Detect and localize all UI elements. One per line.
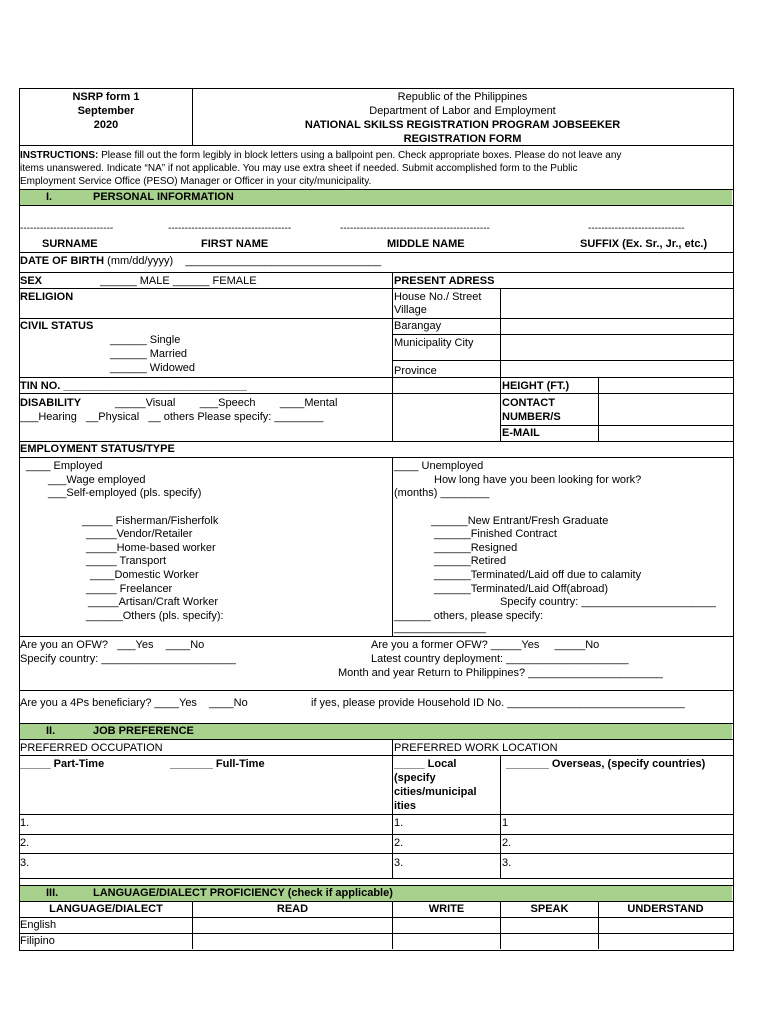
instructions-line2: items unanswered. Indicate “NA” if not applicable. You may use extra sheet if needed. Submit accomplished form to the Public: [20, 163, 578, 174]
language-english: English: [20, 919, 57, 931]
local-specify-2: cities/municipal: [394, 786, 477, 798]
transport-option[interactable]: _____ Transport: [86, 555, 167, 567]
col-language: LANGUAGE/DIALECT: [49, 903, 163, 915]
sex-field[interactable]: [20, 275, 42, 288]
full-time-option[interactable]: _______ Full-Time: [170, 758, 265, 770]
wage-employed-option[interactable]: ___Wage employed: [48, 474, 146, 486]
section2-title: JOB PREFERENCE: [93, 725, 194, 737]
former-ofw-question[interactable]: Are you a former OFW? _____Yes _____No: [371, 639, 600, 651]
resigned-option[interactable]: ______Resigned: [434, 542, 518, 554]
rule: [500, 425, 733, 426]
rule: [19, 878, 733, 879]
rule: [19, 636, 733, 637]
others-option[interactable]: ______Others (pls. specify):: [86, 610, 224, 622]
overseas-3[interactable]: 3.: [502, 857, 512, 869]
overseas-1[interactable]: 1: [502, 817, 509, 829]
local-3[interactable]: 3.: [394, 857, 404, 869]
rule: [392, 318, 733, 319]
return-date-field[interactable]: Month and year Return to Philippines? ______________________: [338, 667, 663, 679]
ofw-country-field[interactable]: Specify country: ______________________: [20, 653, 236, 665]
preferred-location-label: PREFERRED WORK LOCATION: [394, 742, 558, 754]
employment-status-label: EMPLOYMENT STATUS/TYPE: [20, 443, 175, 455]
rule: [19, 288, 733, 289]
unemployed-option[interactable]: ____ Unemployed: [394, 460, 484, 472]
dob-row: [20, 255, 381, 268]
rule: [19, 885, 733, 886]
dob-format: (mm/dd/yyyy): [104, 255, 174, 267]
col-write: WRITE: [428, 903, 465, 915]
sex-options[interactable]: ______ MALE ______ FEMALE: [100, 275, 257, 287]
section1-title: PERSONAL INFORMATION: [93, 191, 234, 203]
tin-field[interactable]: TIN NO. ______________________________: [20, 380, 247, 392]
home-based-option[interactable]: _____Home-based worker: [86, 542, 216, 554]
civil-status-label: CIVIL STATUS: [20, 320, 94, 332]
surname-line: ----------------------------: [20, 223, 114, 234]
finished-contract-option[interactable]: ______Finished Contract: [434, 528, 557, 540]
present-address-label: PRESENT ADRESS: [394, 275, 495, 287]
rule: [19, 441, 733, 442]
section3-title: LANGUAGE/DIALECT PROFICIENCY (check if applicable): [93, 887, 393, 899]
rule: [392, 334, 733, 335]
surname-label: SURNAME: [42, 238, 98, 250]
new-entrant-option[interactable]: ______New Entrant/Fresh Graduate: [431, 515, 609, 527]
rule: [19, 917, 733, 918]
local-2[interactable]: 2.: [394, 837, 404, 849]
fourps-question[interactable]: Are you a 4Ps beneficiary? ____Yes ____No: [20, 697, 248, 709]
self-employed-option[interactable]: ___Self-employed (pls. specify): [48, 487, 202, 499]
rule: [19, 739, 733, 740]
form-year: 2020: [93, 119, 119, 131]
occupation-2[interactable]: 2.: [20, 837, 30, 849]
rule: [19, 690, 733, 691]
months-field[interactable]: (months) ________: [394, 487, 490, 499]
column-divider: [392, 457, 393, 636]
rule: [19, 205, 733, 206]
column-divider: [598, 377, 599, 441]
others-specify-option[interactable]: ______ others, please specify:: [394, 610, 544, 622]
ofw-question[interactable]: Are you an OFW? ___Yes ____No: [20, 639, 205, 651]
middle-name-line: ---------------------------------------------: [340, 223, 490, 234]
col-read: READ: [276, 903, 309, 915]
rule: [19, 853, 733, 854]
header-form-title: REGISTRATION FORM: [403, 133, 522, 145]
overseas-2[interactable]: 2.: [502, 837, 512, 849]
rule: [19, 377, 733, 378]
instructions-line1: [20, 149, 621, 162]
email-label: E-MAIL: [502, 427, 540, 439]
single-option[interactable]: ______ Single: [110, 334, 181, 346]
local-specify-1: (specify: [394, 772, 436, 784]
household-id-field[interactable]: if yes, please provide Household ID No. _____________________________: [311, 697, 685, 709]
col-speak: SPEAK: [530, 903, 569, 915]
disability-options-2[interactable]: ___Hearing __Physical __ others Please specify: ________: [20, 411, 324, 423]
rule: [19, 933, 733, 934]
part-time-option[interactable]: _____ Part-Time: [20, 758, 105, 770]
section2-number: II.: [46, 725, 56, 737]
municipality-label: Municipality City: [394, 337, 474, 349]
house-label-1: House No./ Street: [394, 291, 482, 303]
dob-field[interactable]: ________________________________: [173, 255, 382, 267]
section1-number: I.: [46, 191, 53, 203]
rule: [19, 272, 733, 273]
header-program: NATIONAL SKILSS REGISTRATION PROGRAM JOBSEEKER: [304, 119, 621, 131]
column-divider: [392, 739, 393, 878]
terminated-calamity-option[interactable]: ______Terminated/Laid off due to calamity: [434, 569, 642, 581]
contact-label-2: NUMBER/S: [502, 411, 561, 423]
religion-label: RELIGION: [20, 291, 74, 303]
suffix-line: -----------------------------: [588, 223, 685, 234]
language-filipino: Filipino: [20, 935, 55, 947]
dob-label: DATE OF BIRTH: [20, 255, 105, 267]
rule: [19, 901, 733, 902]
first-name-line: -------------------------------------: [168, 223, 292, 234]
section3-number: III.: [46, 887, 59, 899]
looking-question: How long have you been looking for work?: [434, 474, 642, 486]
preferred-occupation-label: PREFERRED OCCUPATION: [20, 742, 163, 754]
contact-label-1: CONTACT: [502, 397, 555, 409]
widowed-option[interactable]: ______ Widowed: [110, 362, 196, 374]
rule: [19, 318, 392, 319]
latest-deployment-field[interactable]: Latest country deployment: ____________________: [371, 653, 629, 665]
height-label: HEIGHT (FT.): [502, 380, 570, 392]
overseas-option[interactable]: _______ Overseas, (specify countries): [506, 758, 706, 770]
rule: [19, 723, 733, 724]
specify-country-field[interactable]: Specify country: ______________________: [500, 596, 716, 608]
sex-row: SEX: [20, 275, 43, 287]
married-option[interactable]: ______ Married: [110, 348, 188, 360]
column-divider: [500, 755, 501, 878]
header-republic: Republic of the Philippines: [397, 91, 528, 103]
employed-option[interactable]: ____ Employed: [26, 460, 103, 472]
house-label-2: Village: [394, 304, 427, 316]
rule: [392, 360, 733, 361]
vendor-option[interactable]: _____Vendor/Retailer: [86, 528, 193, 540]
local-1[interactable]: 1.: [394, 817, 404, 829]
header-department: Department of Labor and Employment: [369, 105, 556, 117]
occupation-1[interactable]: 1.: [20, 817, 30, 829]
col-understand: UNDERSTAND: [627, 903, 704, 915]
instructions-label: INSTRUCTIONS:: [20, 150, 99, 161]
column-divider: [500, 288, 501, 441]
barangay-label: Barangay: [394, 320, 442, 332]
rule: [19, 814, 733, 815]
local-specify-3: ities: [394, 800, 417, 812]
rule: [19, 189, 733, 190]
local-option[interactable]: _____ Local: [394, 758, 457, 770]
domestic-option[interactable]: ____Domestic Worker: [90, 569, 199, 581]
rule: [19, 834, 733, 835]
column-divider: [392, 272, 393, 441]
disability-options[interactable]: _____Visual ___Speech ____Mental: [115, 397, 338, 409]
form-number: NSRP form 1: [72, 91, 140, 103]
first-name-label: FIRST NAME: [201, 238, 269, 250]
rule: [19, 393, 733, 394]
instructions-line3: Employment Service Office (PESO) Manager or Officer in your city/municipality.: [20, 176, 372, 187]
occupation-3[interactable]: 3.: [20, 857, 30, 869]
retired-option[interactable]: ______Retired: [434, 555, 507, 567]
rule: [19, 457, 733, 458]
disability-label: DISABILITY: [20, 397, 82, 409]
province-label: Province: [394, 365, 437, 377]
others-specify-field[interactable]: _______________: [394, 622, 486, 634]
freelancer-option[interactable]: _____ Freelancer: [86, 583, 173, 595]
fisherman-option[interactable]: _____ Fisherman/Fisherfolk: [82, 515, 219, 527]
suffix-label: SUFFIX (Ex. Sr., Jr., etc.): [580, 238, 708, 250]
middle-name-label: MIDDLE NAME: [387, 238, 465, 250]
instructions-text: Please fill out the form legibly in block letters using a ballpoint pen. Check appropriate boxes. Please do not leave any: [98, 150, 622, 161]
terminated-abroad-option[interactable]: ______Terminated/Laid Off(abroad): [434, 583, 609, 595]
artisan-option[interactable]: _____Artisan/Craft Worker: [88, 596, 219, 608]
rule: [19, 755, 733, 756]
form-month: September: [77, 105, 135, 117]
rule: [19, 252, 733, 253]
